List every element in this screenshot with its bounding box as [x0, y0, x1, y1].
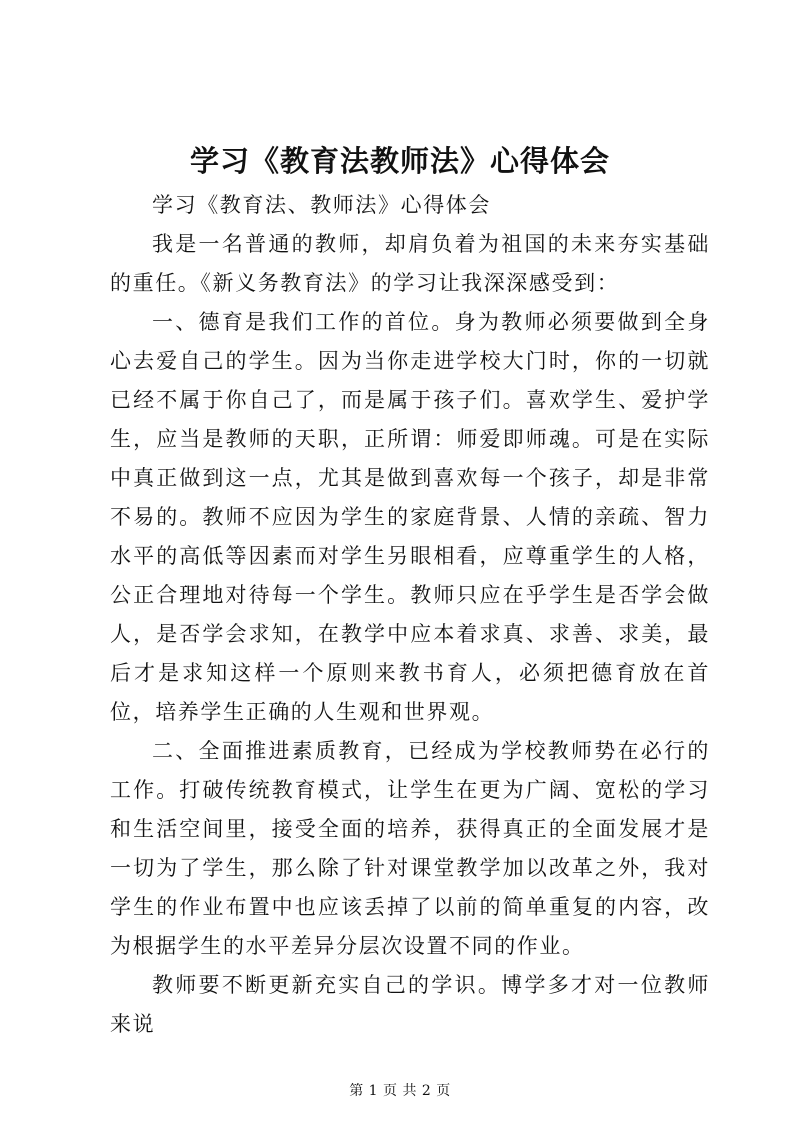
subtitle-paragraph: 学习《教育法、教师法》心得体会	[152, 193, 491, 217]
quality-education-paragraph: 二、全面推进素质教育，已经成为学校教师势在必行的工作。打破传统教育模式，让学生在更为广阔、宽松的学习和生活空间里，接受全面的培养，获得真正的全面发展才是一切为了学生，那么除了针对课堂教学加以改革之外，我对学生的作业布置中也应该丢掉了以前的简单重复的内容，改为根据学生的水平差异分层次设置不同的作业。	[110, 739, 710, 958]
document-body	[110, 186, 710, 1044]
moral-education-paragraph: 一、德育是我们工作的首位。身为教师必须要做到全身心去爱自己的学生。因为当你走进学校大门时，你的一切就已经不属于你自己了，而是属于孩子们。喜欢学生、爱护学生，应当是教师的天职，正所谓：师爱即师魂。可是在实际中真正做到这一点，尤其是做到喜欢每一个孩子，却是非常不易的。教师不应因为学生的家庭背景、人情的亲疏、智力水平的高低等因素而对学生另眼相看，应尊重学生的人格，公正合理地对待每一个学生。教师只应在乎学生是否学会做人，是否学会求知，在教学中应本着求真、求善、求美，最后才是求知这样一个原则来教书育人，必须把德育放在首位，培养学生正确的人生观和世界观。	[110, 310, 710, 724]
knowledge-paragraph: 教师要不断更新充实自己的学识。博学多才对一位教师来说	[110, 973, 710, 1036]
intro-paragraph: 我是一名普通的教师，却肩负着为祖国的未来夯实基础的重任。《新义务教育法》的学习让我深深感受到：	[110, 232, 710, 295]
page-title: 学习《教育法教师法》心得体会	[189, 144, 610, 178]
page-number-footer: 第 1 页 共 2 页	[349, 1083, 451, 1099]
